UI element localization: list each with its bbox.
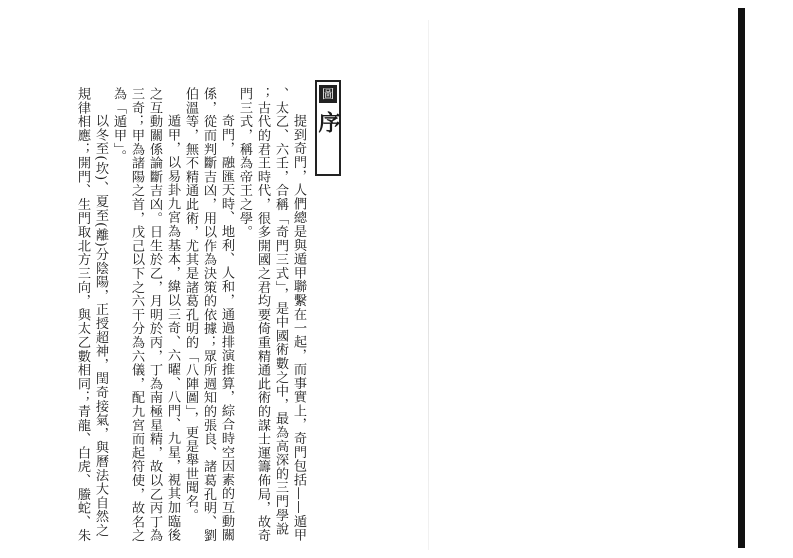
page-fold [428, 20, 429, 550]
text-column: 提到奇門，人們總是與遁甲聯繫在一起，而事實上，奇門包括——遁甲 [291, 114, 306, 542]
text-column: 伯溫等，無不精通此術，尤其是諸葛孔明的「八陣圖」，更是舉世聞名。 [183, 87, 198, 522]
text-column: 、太乙、六壬，合稱「奇門三式」，是中國術數之中，最為高深的三門學說 [273, 87, 288, 536]
text-column: 係，從而判斷吉凶，用以作為決策的依據；眾所週知的張良、諸葛孔明、劉 [201, 87, 216, 543]
seal-icon: 圖 [319, 85, 337, 103]
chapter-title-box [315, 80, 341, 176]
chapter-title: 序 [315, 111, 341, 135]
text-column: 遁甲，以易卦九宮為基本，緯以三奇、六曜、八門、九星，視其加臨後 [165, 114, 180, 542]
preface-text [75, 87, 307, 543]
text-column: 之互動關係論斷吉凶。日生於乙，月明於丙，丁為南極星精，故以乙丙丁為 [147, 87, 162, 543]
book-spine-edge [738, 8, 745, 548]
text-column: 為「遁甲」。 [111, 87, 126, 164]
text-column: 三奇；甲為諸陽之首，戊己以下之六干分為六儀，配九宮而起符使，故名之 [129, 87, 144, 543]
text-column: 奇門，融匯天時、地利、人和，通過排演推算，綜合時空因素的互動關 [219, 114, 234, 542]
text-column: 以冬至(坎)、夏至(離)分陰陽，正授超神，閏奇接氣，與曆法大自然之 [93, 114, 108, 538]
text-column: 門三式，稱為帝王之學。 [237, 87, 252, 239]
text-column: ；古代的君王時代，很多開國之君均要倚重精通此術的謀士運籌佈局，故奇 [255, 87, 270, 543]
text-column: 規律相應；開門、生門取北方三向，與太乙數相同；青龍、白虎、螣蛇、朱 [75, 87, 90, 543]
